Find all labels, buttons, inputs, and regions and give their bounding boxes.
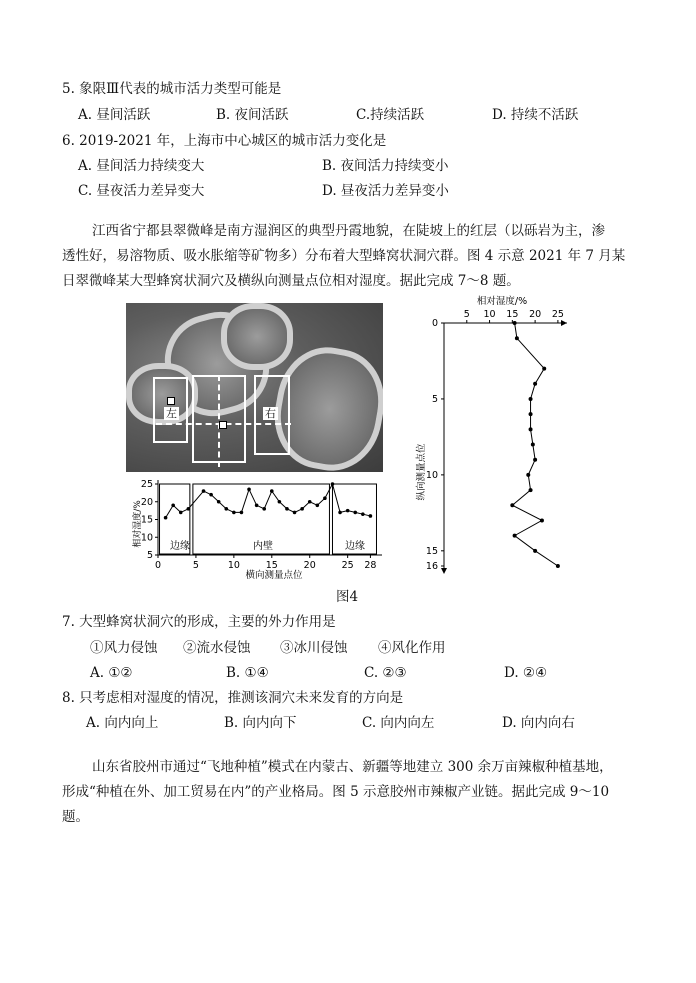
q7-choice-4: ④风化作用 [378, 640, 446, 656]
hchart-y-tick-label: 25 [140, 479, 153, 490]
vchart-data-point [529, 427, 533, 431]
photo-label-right: 右 [265, 407, 276, 420]
figure-4-caption: 图4 [336, 589, 359, 605]
hchart-data-point [285, 507, 289, 511]
vchart-x-tick-label: 10 [483, 309, 496, 320]
hchart-data-point [164, 516, 168, 520]
question-5-stem: 5. 象限Ⅲ代表的城市活力类型可能是 [62, 81, 282, 97]
vchart-x-tick-label: 15 [506, 309, 519, 320]
hchart-x-tick-label: 10 [227, 560, 240, 571]
passage-1-line-3: 日翠微峰某大型蜂窝状洞穴及横纵向测量点位相对湿度。据此完成 7～8 题。 [62, 273, 520, 289]
hchart-data-point [308, 500, 312, 504]
vchart-data-point [542, 367, 546, 371]
q6-option-a[interactable]: A. 昼间活力持续变大 [78, 158, 205, 174]
question-8-stem: 8. 只考虑相对湿度的情况，推测该洞穴未来发育的方向是 [62, 690, 404, 706]
vchart-data-point [510, 503, 514, 507]
hchart-x-label: 横向测量点位 [245, 570, 303, 581]
q8-option-c[interactable]: C. 向内向左 [362, 715, 435, 731]
question-6-stem: 6. 2019-2021 年，上海市中心城区的城市活力变化是 [62, 133, 387, 149]
region-label-inner-wall: 内壁 [253, 541, 273, 552]
q7-option-d[interactable]: D. ②④ [504, 665, 548, 681]
hchart-y-tick-label: 15 [140, 514, 153, 526]
hchart-data-point [247, 488, 251, 492]
q7-option-b[interactable]: B. ①④ [226, 665, 269, 681]
q5-option-d[interactable]: D. 持续不活跃 [492, 107, 579, 123]
hchart-data-point [300, 507, 304, 511]
q8-option-d[interactable]: D. 向内向右 [502, 715, 575, 731]
q6-option-c[interactable]: C. 昼夜活力差异变大 [78, 183, 205, 199]
hchart-x-tick-label: 28 [364, 560, 377, 571]
vchart-data-point [529, 488, 533, 492]
hchart-data-point [331, 482, 335, 486]
vchart-y-tick-label: 16 [425, 561, 438, 572]
vchart-data-point [533, 382, 537, 386]
hchart-data-point [209, 493, 213, 497]
hchart-data-point [316, 504, 320, 508]
photo-label-left: 左 [166, 407, 177, 420]
vchart-x-arrow [561, 320, 567, 326]
q7-choice-2: ②流水侵蚀 [183, 640, 251, 656]
vchart-y-tick-label: 15 [425, 545, 438, 557]
region-label-right-edge: 边缘 [345, 541, 365, 552]
hchart-data-point [278, 500, 282, 504]
vchart-y-tick-label: 0 [431, 318, 438, 329]
q7-choice-3: ③冰川侵蚀 [280, 640, 348, 656]
hchart-data-point [224, 507, 228, 511]
hchart-data-point [346, 509, 350, 513]
q6-option-d[interactable]: D. 昼夜活力差异变小 [322, 183, 449, 199]
vchart-x-tick-label: 5 [463, 309, 470, 320]
vchart-data-point [533, 549, 537, 553]
vchart-y-tick-label: 5 [431, 393, 438, 405]
hchart-data-point [369, 514, 373, 518]
hchart-x-tick-label: 5 [192, 560, 199, 571]
vchart-y-label: 纵向测量点位 [416, 443, 427, 501]
hchart-y-label: 相对湿度/% [133, 500, 143, 548]
region-label-left-edge: 边缘 [170, 541, 190, 552]
hchart-data-point [171, 504, 175, 508]
passage-2-line-3: 题。 [62, 809, 89, 825]
vchart-data-point [531, 443, 535, 447]
vchart-data-point [513, 534, 517, 538]
q8-option-b[interactable]: B. 向内向下 [224, 715, 297, 731]
vchart-series-line [512, 323, 558, 566]
q5-option-b[interactable]: B. 夜间活跃 [216, 107, 289, 123]
hchart-data-point [262, 507, 266, 511]
hchart-y-tick-label: 10 [140, 532, 153, 544]
hchart-y-tick-label: 5 [146, 550, 153, 561]
hchart-x-tick-label: 15 [265, 560, 278, 571]
hchart-data-point [353, 511, 357, 515]
vchart-data-point [529, 412, 533, 416]
hchart-data-point [361, 512, 365, 516]
vchart-x-label: 相对湿度/% [476, 296, 528, 307]
horizontal-humidity-chart [126, 472, 390, 582]
question-7-stem: 7. 大型蜂窝状洞穴的形成，主要的外力作用是 [62, 614, 336, 630]
cave-photo [126, 303, 383, 472]
vchart-data-point [556, 564, 560, 568]
passage-2-line-1: 山东省胶州市通过“飞地种植”模式在内蒙古、新疆等地建立 300 余万亩辣椒种植基地， [92, 759, 613, 775]
vchart-y-arrow [441, 568, 447, 574]
vertical-humidity-chart [402, 292, 582, 584]
vchart-data-point [540, 518, 544, 522]
q6-option-b[interactable]: B. 夜间活力持续变小 [322, 158, 449, 174]
q7-choice-1: ①风力侵蚀 [90, 640, 158, 656]
hchart-data-point [293, 511, 297, 515]
hchart-data-point [232, 511, 236, 515]
passage-2-line-2: 形成“种植在外、加工贸易在内”的产业格局。图 5 示意胶州市辣椒产业链。据此完成 9～10 [62, 784, 610, 800]
hchart-data-point [338, 511, 342, 515]
q5-option-c[interactable]: C.持续活跃 [356, 107, 425, 123]
q7-option-a[interactable]: A. ①② [90, 665, 133, 681]
hchart-x-tick-label: 0 [154, 560, 162, 571]
hchart-data-point [179, 511, 183, 515]
vchart-x-tick-label: 20 [529, 309, 542, 320]
passage-1-line-2: 透性好，易溶物质、吸水胀缩等矿物多）分布着大型蜂窝状洞穴群。图 4 示意 2021 年 7 月某 [62, 248, 626, 264]
hchart-x-tick-label: 20 [303, 560, 316, 571]
vchart-data-point [526, 473, 530, 477]
hchart-x-tick-label: 25 [341, 560, 354, 571]
vchart-x-tick-label: 25 [551, 309, 564, 320]
hchart-data-point [240, 511, 244, 515]
hchart-data-point [202, 489, 206, 493]
hchart-data-point [217, 500, 221, 504]
vchart-y-tick-label: 10 [425, 469, 438, 481]
q7-option-c[interactable]: C. ②③ [364, 665, 407, 681]
hchart-data-point [323, 496, 327, 500]
hchart-y-tick-label: 20 [140, 496, 153, 508]
vchart-data-point [515, 336, 519, 340]
vchart-data-point [513, 321, 517, 325]
vchart-data-point [533, 458, 537, 462]
hchart-data-point [187, 507, 191, 511]
passage-1-line-1: 江西省宁都县翠微峰是南方湿润区的典型丹霞地貌，在陡坡上的红层（以砾岩为主，渗 [92, 223, 605, 239]
q8-option-a[interactable]: A. 向内向上 [86, 715, 159, 731]
hchart-data-point [255, 504, 259, 508]
hchart-data-point [270, 489, 274, 493]
vchart-data-point [529, 397, 533, 401]
q5-option-a[interactable]: A. 昼间活跃 [78, 107, 151, 123]
